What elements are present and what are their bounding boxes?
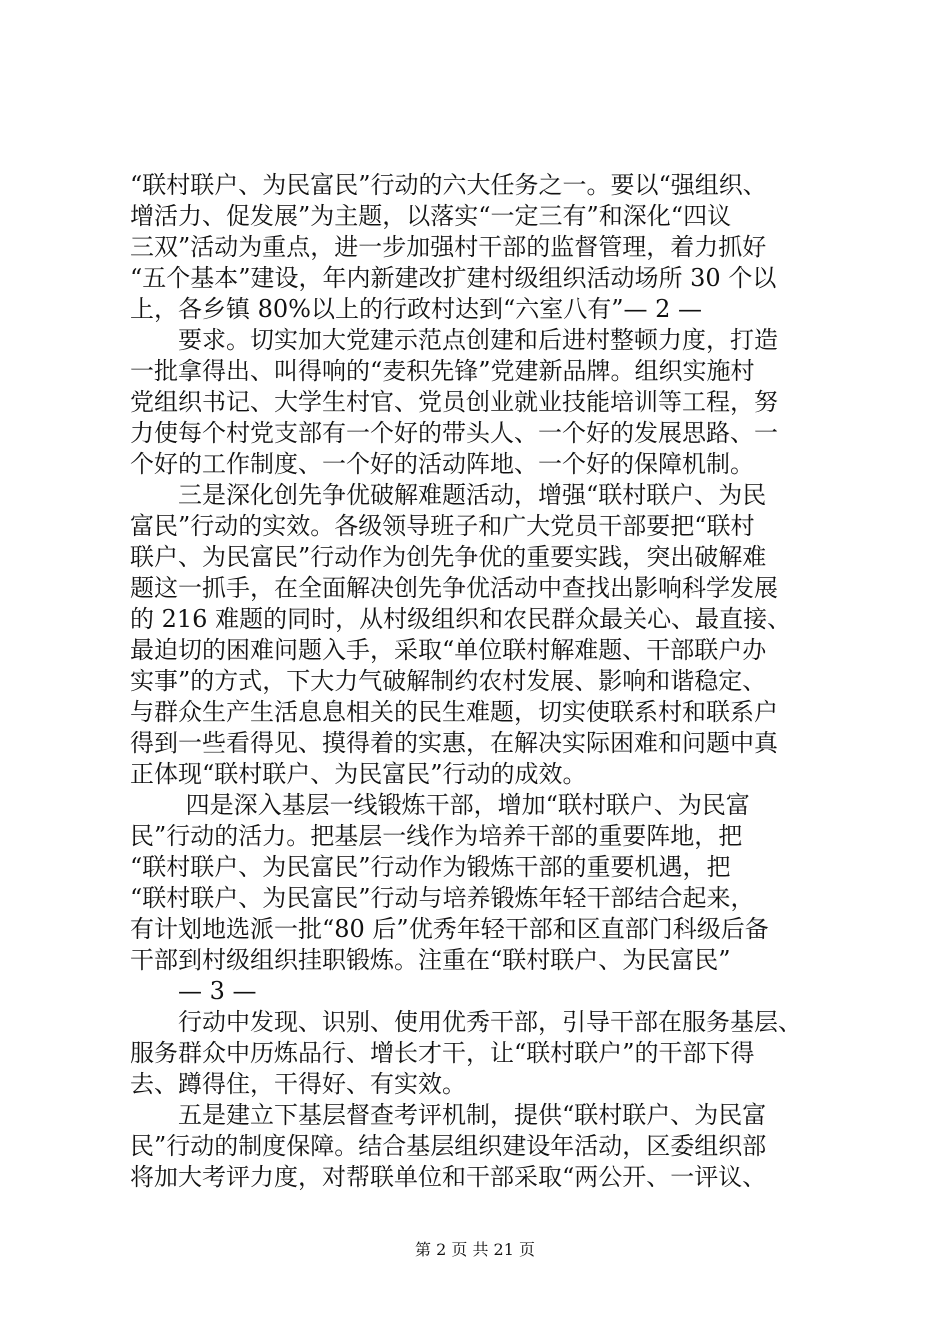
text-line: “联村联户、为民富民”行动的六大任务之一。要以“强组织、	[130, 171, 767, 199]
text-line: 要求。切实加大党建示范点创建和后进村整顿力度，打造	[130, 326, 778, 354]
text-line: 力使每个村党支部有一个好的带头人、一个好的发展思路、一	[130, 419, 778, 447]
text-line: 与群众生产生活息息相关的民生难题，切实使联系村和联系户	[130, 698, 778, 726]
text-line: 三是深化创先争优破解难题活动，增强“联村联户、为民	[130, 481, 767, 509]
text-line: 得到一些看得见、摸得着的实惠，在解决实际困难和问题中真	[130, 729, 778, 757]
text-line: 去、蹲得住，干得好、有实效。	[130, 1070, 466, 1098]
text-line: 富民”行动的实效。各级领导班子和广大党员干部要把“联村	[130, 512, 755, 540]
text-line: 四是深入基层一线锻炼干部，增加“联村联户、为民富	[130, 791, 750, 819]
text-line: 服务群众中历炼品行、增长才干，让“联村联户”的干部下得	[130, 1039, 755, 1067]
text-line: 有计划地选派一批“80 后”优秀年轻干部和区直部门科级后备	[130, 915, 769, 943]
text-line: 增活力、促发展”为主题，以落实“一定三有”和深化“四议	[130, 202, 732, 230]
page-number-inline: — 3 —	[130, 977, 257, 1005]
text-line: 上，各乡镇 80%以上的行政村达到“六室八有”— 2 —	[130, 295, 703, 323]
text-line: 题这一抓手，在全面解决创先争优活动中查找出影响科学发展	[130, 574, 778, 602]
text-line: 党组织书记、大学生村官、党员创业就业技能培训等工程，努	[130, 388, 778, 416]
text-line: 的 216 难题的同时，从村级组织和农民群众最关心、最直接、	[130, 605, 792, 633]
text-line: 联户、为民富民”行动作为创先争优的重要实践，突出破解难	[130, 543, 767, 571]
text-line: 三双”活动为重点，进一步加强村干部的监督管理，着力抓好	[130, 233, 767, 261]
text-line: 个好的工作制度、一个好的活动阵地、一个好的保障机制。	[130, 450, 754, 478]
text-line: 行动中发现、识别、使用优秀干部，引导干部在服务基层、	[130, 1008, 802, 1036]
text-line: 一批拿得出、叫得响的“麦积先锋”党建新品牌。组织实施村	[130, 357, 755, 385]
text-line: “联村联户、为民富民”行动与培养锻炼年轻干部结合起来，	[130, 884, 755, 912]
text-line: 实事”的方式，下大力气破解制约农村发展、影响和谐稳定、	[130, 667, 767, 695]
text-line: “五个基本”建设，年内新建改扩建村级组织活动场所 30 个以	[130, 264, 777, 292]
text-line: 五是建立下基层督查考评机制，提供“联村联户、为民富	[130, 1101, 767, 1129]
page-footer: 第 2 页 共 21 页	[415, 1240, 535, 1259]
text-line: “联村联户、为民富民”行动作为锻炼干部的重要机遇，把	[130, 853, 731, 881]
text-line: 正体现“联村联户、为民富民”行动的成效。	[130, 760, 587, 788]
text-line: 民”行动的制度保障。结合基层组织建设年活动，区委组织部	[130, 1132, 767, 1160]
text-line: 干部到村级组织挂职锻炼。注重在“联村联户、为民富民”	[130, 946, 731, 974]
text-line: 民”行动的活力。把基层一线作为培养干部的重要阵地，把	[130, 822, 743, 850]
text-line: 最迫切的困难问题入手，采取“单位联村解难题、干部联户办	[130, 636, 767, 664]
text-line: 将加大考评力度，对帮联单位和干部采取“两公开、一评议、	[130, 1163, 767, 1191]
